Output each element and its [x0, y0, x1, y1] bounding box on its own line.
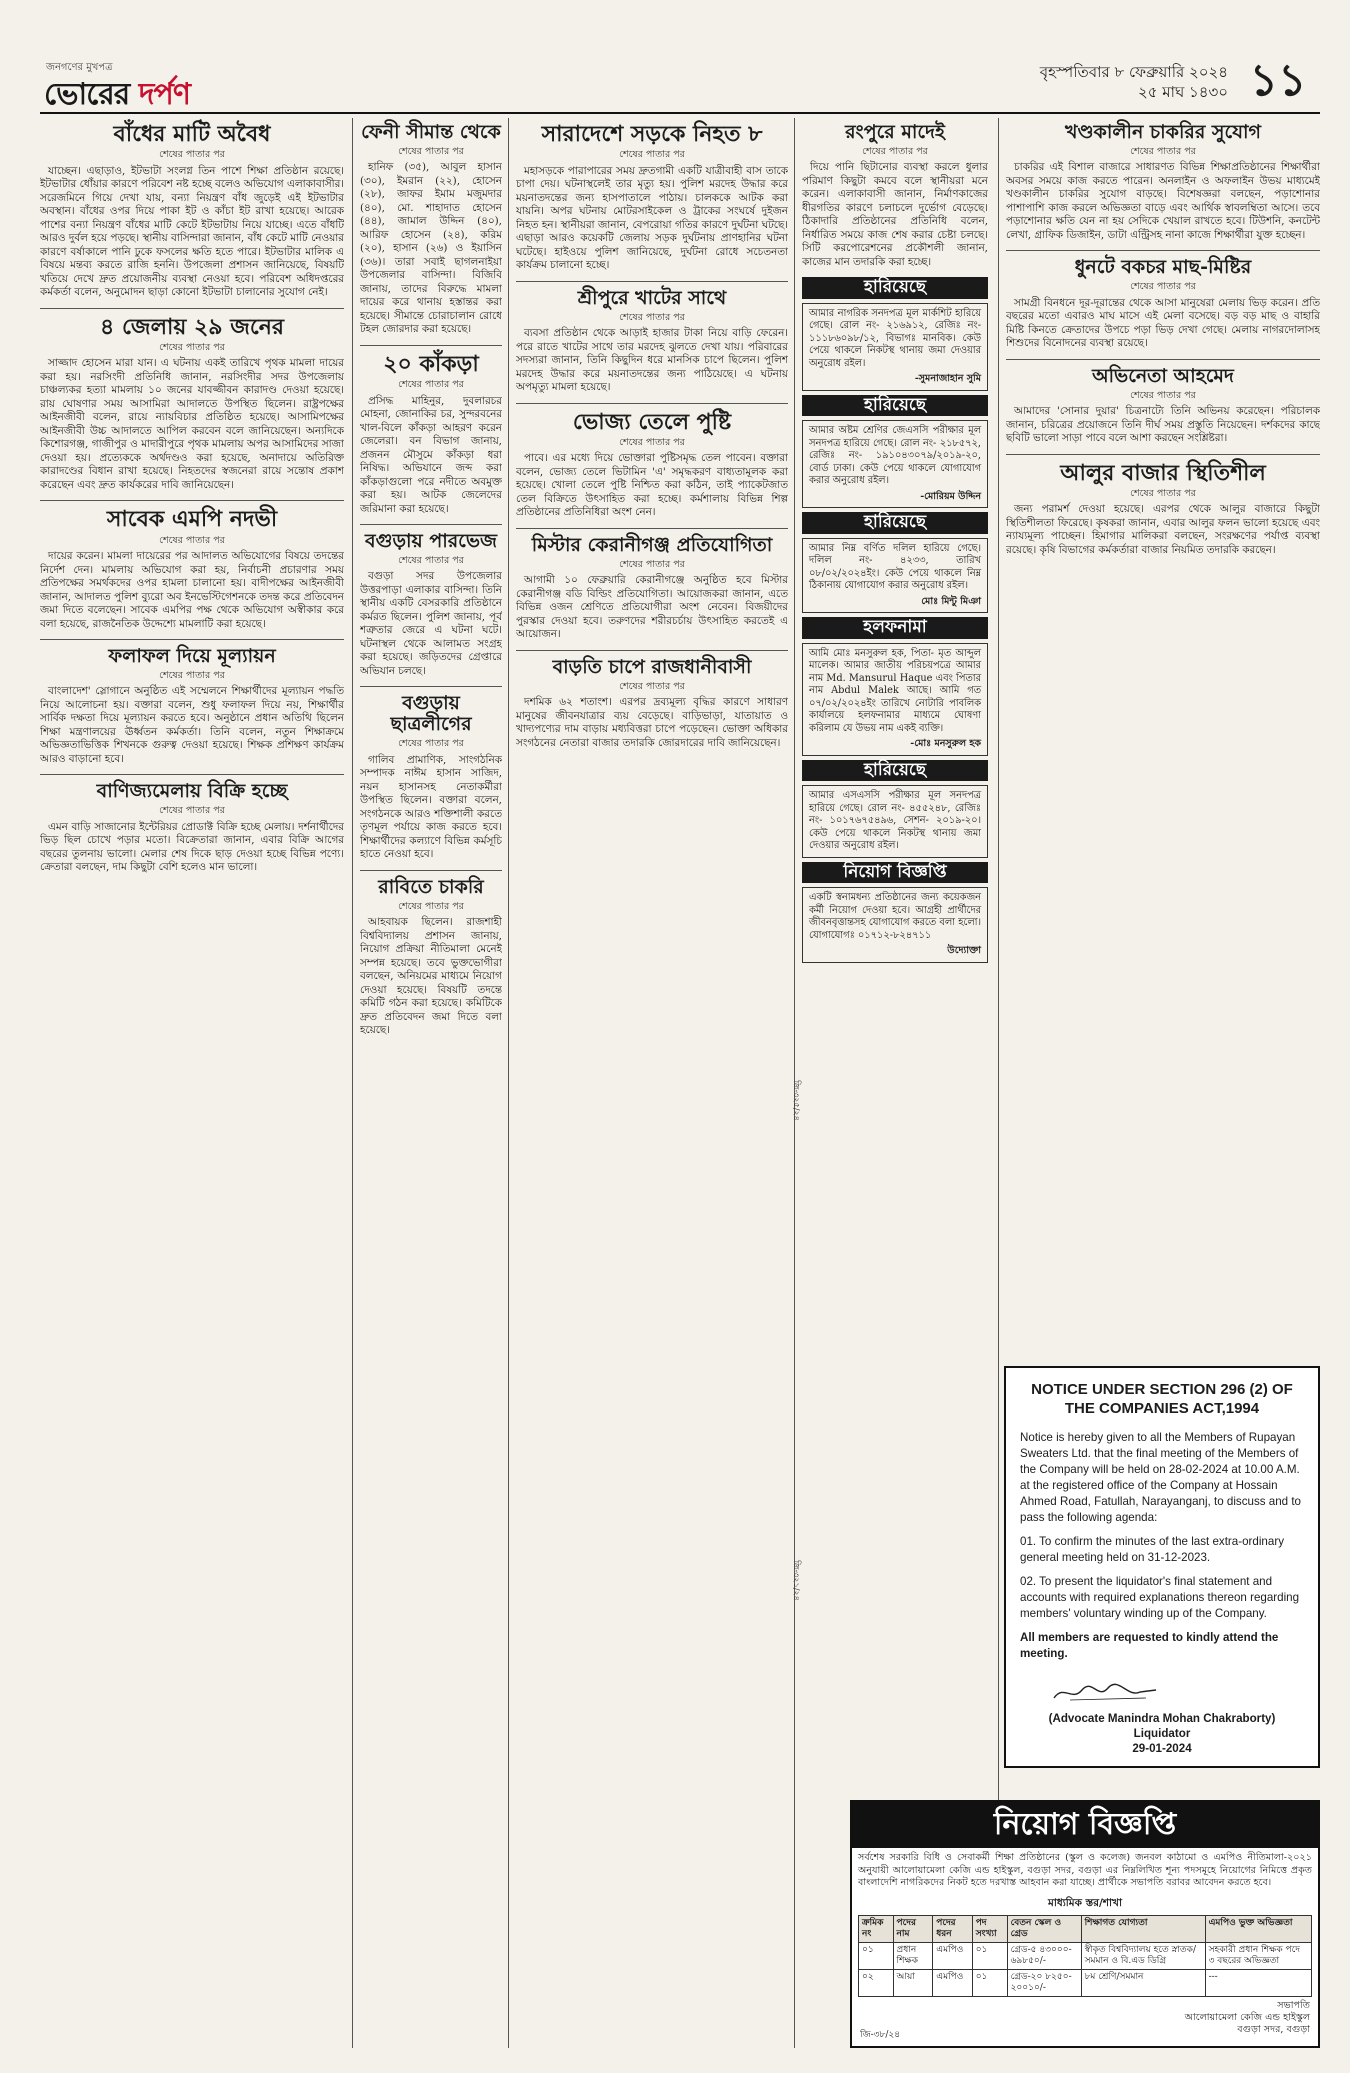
column-header: পদের ধরন — [933, 1915, 972, 1942]
job-ad-intro: সর্বশেষ সরকারি বিধি ও সেবাকর্মী শিক্ষা প্রতিষ্ঠানের (স্কুল ও কলেজ) জনবল কাঠামো ও এমপিও নীতিমালা-২০২১ অনুযায়ী আলোয়ামেলা কেজি এন্ড হাইস্কুল, বগুড়া সদর, বগুড়া এর নিম্নলিখিত শূন্য পদসমূহে নিয়োগের নিমিত্তে প্রকৃত বাংলাদেশি নাগরিকদের নিকট হতে দরখাস্ত আহবান করা যাচ্ছে। প্রার্থীকে সভাপতি বরাবর আবেদন করতে হবে। — [858, 1852, 1312, 1888]
kicker: শেষের পাতার পর — [1130, 145, 1196, 157]
classified-sign: উদ্যোক্তা — [947, 945, 981, 957]
story-body: আমাদের 'সোনার দুয়ার' চিত্রনাট্যে তিনি অভিনয় করেছেন। পরিচালক জানান, চরিত্রের প্রয়োজনে তিনি দীর্ঘ সময় প্রস্তুতি নিয়েছেন। দর্শকদের কাছে ছবিটি ভালো সাড়া পাবে বলে আশা করছেন সংশ্লিষ্টরা। — [1006, 405, 1320, 445]
kicker: শেষের পাতার পর — [398, 900, 464, 912]
story-divider — [1006, 454, 1320, 455]
classified-body: আমি মোঃ মনসুরুল হক, পিতা- মৃত আব্দুল মালেক। আমার জাতীয় পরিচয়পত্রে আমার নাম Md. Mansurul Haque এবং পিতার নাম Abdul Malek আছে। আমি গত ০৭/০২/২০২৪ইং তারিখে নোটারি পাবলিক কার্যালয়ে হলফনামার মাধ্যমে ঘোষণা করিলাম যে উভয় নাম একই ব্যক্তি। — [809, 647, 981, 734]
table-cell: গ্রেড-২০ ৮২৫০- ২০০১০/- — [1007, 1969, 1081, 1996]
table-cell: সহকারী প্রধান শিক্ষক পদে ৩ বছরের অভিজ্ঞতা — [1205, 1942, 1311, 1969]
table-cell: ০১ — [972, 1969, 1007, 1996]
story-body: পাবে। এর মধ্যে দিয়ে ভোক্তারা পুষ্টিসমৃদ্ধ তেল পাবেন। বক্তারা বলেন, ভোজ্য তেলে ভিটামিন 'এ' সমৃদ্ধকরণ বাধ্যতামূলক করা হয়েছে। খোলা তেলে পুষ্টি নিশ্চিত করা কঠিন, তাই প্যাকেটজাত তেল বিক্রিতে উৎসাহিত করা হচ্ছে। কর্মশালায় বিভিন্ন শিল্প প্রতিষ্ঠানের প্রতিনিধিরা অংশ নেন। — [516, 452, 788, 519]
headline: ভোজ্য তেলে পুষ্টি — [572, 408, 732, 435]
story-sarak-nihoto — [516, 122, 788, 273]
headline: বাণিজ্যমেলায় বিক্রি হচ্ছে — [96, 780, 288, 803]
logo-text-dark: ভোরের — [44, 77, 139, 112]
story-divider — [40, 774, 344, 775]
story-body: এমন বাড়ি সাজানোর ইন্টেরিয়র প্রোডাক্ট বিক্রি হচ্ছে মেলায়। দর্শনার্থীদের ভিড় ছিল চোখে পড়ার মতো। বিক্রেতারা জানান, এবার বিক্রি আগের বছরের তুলনায় ভালো। মেলার শেষ দিকে ছাড় দেওয়া হচ্ছে বিভিন্ন পণ্যে। ক্রেতারা বলছেন, দাম কিছুটা বেশি হলেও মান ভালো। — [40, 820, 344, 874]
headline: শ্রীপুরে খাটের সাথে — [577, 286, 727, 309]
kicker: শেষের পাতার পর — [619, 149, 685, 161]
job-ad-signatory — [852, 1997, 1318, 2036]
table-cell: প্রধান শিক্ষক — [893, 1942, 933, 1969]
column-4 — [802, 118, 988, 1790]
story-body: বগুড়া সদর উপজেলার উত্তরপাড়া এলাকার বাসিন্দা। তিনি স্থানীয় একটি বেসরকারি প্রতিষ্ঠানে কর্মরত ছিলেন। পুলিশ জানায়, পূর্ব শত্রুতার জেরে এ ঘটনা ঘটে। ঘটনাস্থল থেকে আলামত সংগ্রহ করা হয়েছে। জড়িতদের গ্রেপ্তারে অভিযান চলছে। — [360, 570, 502, 677]
story-folafol — [40, 646, 344, 766]
story-body: মহাসড়কে পারাপারের সময় দ্রুতগামী একটি যাত্রীবাহী বাস তাকে চাপা দেয়। ঘটনাস্থলেই তার মৃত্যু হয়। পুলিশ মরদেহ উদ্ধার করে ময়নাতদন্তের জন্য হাসপাতালে পাঠায়। চালককে আটক করা যায়নি। অপর ঘটনায় মোটরসাইকেল ও ট্রাকের সংঘর্ষে দুইজন নিহত হন। স্থানীয়রা জানান, বেপরোয়া গতির কারণে দুর্ঘটনা ঘটছে। এছাড়া আরও কয়েকটি জেলায় সড়ক দুর্ঘটনায় প্রাণহানির ঘটনা ঘটেছে। হাইওয়ে পুলিশ জানিয়েছে, দুর্ঘটনা রোধে সচেতনতা কার্যক্রম চালানো হচ্ছে। — [516, 164, 788, 272]
notice-title: NOTICE UNDER SECTION 296 (2) OF THE COMPANIES ACT,1994 — [1031, 1381, 1293, 1417]
story-divider — [516, 281, 788, 282]
story-mister-keraniganj — [516, 535, 788, 642]
story-divider — [360, 524, 502, 525]
story-bogura-chhatraleague — [360, 693, 502, 861]
kicker: শেষের পাতার পর — [159, 805, 225, 817]
story-divider — [1006, 250, 1320, 251]
story-divider — [516, 403, 788, 404]
story-barti-chap — [516, 657, 788, 750]
signatory-role: সভাপতি — [1277, 1999, 1310, 2011]
kicker: শেষের পাতার পর — [619, 436, 685, 448]
column-header: শিক্ষাগত যোগ্যতা — [1081, 1915, 1205, 1942]
column-header: এমপিও ভুক্ত অভিজ্ঞতা — [1205, 1915, 1311, 1942]
table-cell: গ্রেড-৫ ৪৩০০০- ৬৯৮৫০/- — [1007, 1942, 1081, 1969]
kicker: শেষের পাতার পর — [159, 534, 225, 546]
story-body: ব্যবসা প্রতিষ্ঠান থেকে আড়াই হাজার টাকা নিয়ে বাড়ি ফেরেন। পরে রাতে খাটের সাথে তার মরদেহ ঝুলতে দেখা যায়। পরিবারের সদস্যরা জানান, তিনি কিছুদিন ধরে মানসিক চাপে ছিলেন। পুলিশ মরদেহ উদ্ধার করে ময়নাতদন্তের জন্য পাঠিয়েছে। এ ঘটনায় অপমৃত্যু মামলা হয়েছে। — [516, 327, 788, 394]
column-3 — [516, 118, 788, 2048]
classified-sign: -মোরিয়ম উদ্দিন — [920, 490, 981, 502]
story-rabi-chakri — [360, 877, 502, 1038]
headline: ২০ কাঁকড়া — [383, 350, 479, 377]
headline: খণ্ডকালীন চাকরির সুযোগ — [1064, 121, 1262, 143]
story-divider — [360, 686, 502, 687]
classified-title: হারিয়েছে — [802, 277, 988, 299]
story-body: সামগ্রী বিনধনে দূর-দূরান্তের থেকে আসা মানুষেরা মেলায় ভিড় করেন। প্রতি বছরের মতো এবারও মাঘ মাসে এই মেলা বসেছে। বড় বড় মাছ ও বাহারি মিষ্টি কিনতে ক্রেতাদের উপচে পড়া ভিড় দেখা গেছে। মেলায় নাগরদোলাসহ শিশুদের বিনোদনের ব্যবস্থা রয়েছে। — [1006, 296, 1320, 350]
column-header: বেতন স্কেল ও গ্রেড — [1007, 1915, 1081, 1942]
column-5 — [1006, 118, 1320, 1358]
notice-signer: (Advocate Manindra Mohan Chakraborty) — [1048, 1712, 1276, 1725]
table-cell: ৮ম শ্রেণি/সমমান — [1081, 1969, 1205, 1996]
column-divider — [508, 118, 509, 2048]
table-cell: ০১ — [972, 1942, 1007, 1969]
masthead-rule — [40, 112, 1320, 114]
story-divider — [40, 639, 344, 640]
headline: সারাদেশে সড়কে নিহত ৮ — [541, 121, 763, 147]
column-2 — [360, 118, 502, 2048]
story-body: দায়ের করেন। মামলা দায়েরের পর আদালত অভিযোগের বিষয়ে তদন্তের নির্দেশ দেন। মামলায় অভিযোগ করা হয়, নির্বাচনী প্রচারণার সময় প্রতিপক্ষের সমর্থকদের ওপর হামলা চালানো হয়। বাদীপক্ষের আইনজীবী জানান, আদালত পুলিশ ব্যুরো অব ইনভেস্টিগেশনকে তদন্ত করে প্রতিবেদন জমা দিতে বলেছেন। সাবেক এমপির পক্ষ থেকে অভিযোগ অস্বীকার করে বলা হয়েছে, রাজনৈতিক উদ্দেশ্যে মামলাটি করা হয়েছে। — [40, 550, 344, 630]
notice-signer-role: Liquidator — [1133, 1727, 1191, 1740]
story-dhunot — [1006, 257, 1320, 350]
notice-agenda-1: 01. To confirm the minutes of the last extra-ordinary general meeting held on 31-12-2023. — [1020, 1535, 1284, 1564]
classified-title: হারিয়েছে — [802, 760, 988, 782]
logo-text-red: দর্পণ — [138, 77, 190, 112]
story-divider — [360, 345, 502, 346]
story-divider — [40, 308, 344, 309]
classified-affidavit — [802, 643, 988, 756]
classified-sign: মোঃ মিন্টু মিঞা — [921, 595, 981, 607]
kicker: শেষের পাতার পর — [619, 558, 685, 570]
classified-body: আমার নাগরিক সনদপত্র মূল মার্কশিট হারিয়ে গেছে। রোল নং- ২১৬৯১২, রেজিঃ নং- ১১১৮৬০৯৮/১২, বিভাগঃ মানবিক। কেউ পেয়ে থাকলে নিকটস্থ থানায় জমা দেওয়ার অনুরোধ রইল। — [809, 307, 981, 369]
job-advertisement — [850, 1800, 1320, 2048]
headline: আলুর বাজার স্থিতিশীল — [1060, 459, 1266, 486]
classified-lost — [802, 785, 988, 858]
kicker: শেষের পাতার পর — [398, 554, 464, 566]
classified-title: হলফনামা — [802, 617, 988, 639]
story-body: চাকরির এই বিশাল বাজারে সাধারণত বিভিন্ন শিক্ষাপ্রতিষ্ঠানের শিক্ষার্থীরা অবসর সময়ে কাজ করতে পারেন। অনলাইন ও অফলাইন উভয় মাধ্যমেই খণ্ডকালীন চাকরির সুযোগ বাড়ছে। বিশেষজ্ঞরা বলছেন, পড়াশোনার পাশাপাশি কাজ করলে অভিজ্ঞতা বাড়ে এবং আর্থিক স্বাবলম্বিতা আসে। তবে পড়াশোনার ক্ষতি যেন না হয় সেদিকে খেয়াল রাখতে হবে। টিউশনি, কনটেন্ট লেখা, গ্রাফিক ডিজাইন, ডাটা এন্ট্রিসহ নানা কাজে শিক্ষার্থীরা যুক্ত হচ্ছেন। — [1006, 161, 1320, 241]
story-body: প্রসিদ্ধ মাহিনুর, দুবলারচর মোহনা, জোনাকির চর, সুন্দরবনের খাল-বিলে কাঁকড়া আহরণ করেন জেলেরা। বন বিভাগ জানায়, প্রজনন মৌসুমে কাঁকড়া ধরা নিষিদ্ধ। অভিযানে জব্দ করা কাঁকড়াগুলো পরে নদীতে অবমুক্ত করা হয়। আটক জেলেদের জরিমানা করা হয়েছে। — [360, 394, 502, 515]
story-banijjomela — [40, 781, 344, 874]
table-cell: এমপিও — [933, 1969, 972, 1996]
story-body: সাজ্জাদ হোসেন মারা যান। এ ঘটনায় একই তারিখে পৃথক মামলা দায়ের করা হয়। নরসিংদী প্রতিনিধি জানান, নরসিংদীর সদর উপজেলায় চাঞ্চল্যকর হত্যা মামলায় ১০ জনের যাবজ্জীবন কারাদণ্ড দেওয়া হয়েছে। রায় ঘোষণার সময় আসামিরা আদালতে উপস্থিত ছিলেন। রাষ্ট্রপক্ষের আইনজীবী বলেন, রায়ে ন্যায়বিচার প্রতিষ্ঠিত হয়েছে। আসামিপক্ষের আইনজীবী উচ্চ আদালতে আপিল করবেন বলে জানিয়েছেন। অন্যদিকে কিশোরগঞ্জ, গাজীপুর ও মাদারীপুরে পৃথক মামলায় অপর আসামিদের সাজা দেওয়া হয়। প্রত্যেককে অর্থদণ্ডও করা হয়েছে, অনাদায়ে অতিরিক্ত কারাদণ্ডের বিধান রাখা হয়েছে। নিহতদের স্বজনেরা রায়ে সন্তোষ প্রকাশ করেছেন এবং দ্রুত কার্যকরের দাবি জানিয়েছেন। — [40, 357, 344, 491]
job-table-header — [859, 1915, 1312, 1942]
story-body: আহবায়ক ছিলেন। রাজশাহী বিশ্ববিদ্যালয় প্রশাসন জানায়, নিয়োগ প্রক্রিয়া নীতিমালা মেনেই সম্পন্ন হয়েছে। তবে ভুক্তভোগীরা বলছেন, অনিয়মের মাধ্যমে নিয়োগ দেওয়া হয়েছে। বিষয়টি তদন্তে কমিটি গঠন করা হয়েছে। কমিটিকে দ্রুত প্রতিবেদন জমা দিতে বলা হয়েছে। — [360, 916, 502, 1037]
column-1 — [40, 118, 344, 2048]
issue-date-gregorian: বৃহস্পতিবার ৮ ফেব্রুয়ারি ২০২৪ — [1039, 63, 1228, 81]
kicker: শেষের পাতার পর — [1130, 281, 1196, 293]
job-table — [858, 1915, 1312, 1997]
headline: ৪ জেলায় ২৯ জনের — [100, 313, 284, 340]
classified-title: হারিয়েছে — [802, 512, 988, 534]
job-ad-title: নিয়োগ বিজ্ঞপ্তি — [852, 1802, 1318, 1848]
classified-sign: -সুমনাজাহান সুমি — [914, 373, 981, 385]
headline: ফেনী সীমান্ত থেকে — [361, 121, 501, 143]
table-cell: --- — [1205, 1969, 1311, 1996]
classified-lost — [802, 538, 988, 614]
notice-agenda-2: 02. To present the liquidator's final statement and accounts with required explanations thereon regarding members' voluntary winding up of the Company. — [1020, 1575, 1300, 1620]
table-cell: ০১ — [859, 1942, 894, 1969]
table-row — [859, 1942, 1312, 1969]
issue-date — [1040, 62, 1228, 102]
classified-body: একটি স্বনামধন্য প্রতিষ্ঠানের জন্য কয়েকজন কর্মী নিয়োগ দেওয়া হবে। আগ্রহী প্রার্থীদের জীবনবৃত্তান্তসহ যোগাযোগ করতে বলা হলো। যোগাযোগঃ ০১৭১২-৮২৪৭১১ — [809, 892, 981, 941]
classified-lost — [802, 303, 988, 391]
story-body: জন্য পরামর্শ দেওয়া হয়েছে। এরপর থেকে আলুর বাজারে কিছুটা স্থিতিশীলতা ফিরেছে। কৃষকরা জানান, এবার আলুর ফলন ভালো হয়েছে এবং ন্যায্যমূল্য পাচ্ছেন। হিমাগার মালিকরা বলছেন, সংরক্ষণের পর্যাপ্ত ব্যবস্থা রয়েছে। কৃষি বিভাগের কর্মকর্তারা বাজার নিয়মিত তদারকি করছেন। — [1006, 503, 1320, 556]
headline: ফলাফল দিয়ে মূল্যায়ন — [108, 645, 276, 668]
story-divider — [516, 650, 788, 651]
story-sreepur — [516, 288, 788, 395]
classified-sign: -মোঃ মনসুরুল হক — [910, 738, 981, 750]
job-ad-subhead: মাধ্যমিক স্তর/শাখা — [1048, 1896, 1122, 1909]
story-abhineta — [1006, 366, 1320, 446]
story-alur-bazar — [1006, 461, 1320, 558]
story-divider — [360, 870, 502, 871]
kicker: শেষের পাতার পর — [159, 341, 225, 353]
story-body: গালিব প্রামাণিক, সাংগঠনিক সম্পাদক নাঈম হাসান সাজিদ, নয়ন হাসানসহ নেতাকর্মীরা উপস্থিত ছিলেন। বক্তারা বলেন, সংগঠনকে আরও শক্তিশালী করতে তৃণমূল পর্যায়ে কাজ করতে হবে। শিক্ষার্থীদের কল্যাণে বিভিন্ন কর্মসূচি হাতে নেওয়া হবে। — [360, 753, 502, 861]
headline: রাবিতে চাকরি — [378, 875, 484, 898]
headline: অভিনেতা আহমেদ — [1092, 364, 1234, 387]
headline: বগুড়ায় পারভেজ — [365, 530, 497, 553]
story-badher-mati — [40, 122, 344, 300]
kicker: শেষের পাতার পর — [619, 680, 685, 692]
classified-lost — [802, 420, 988, 508]
logo-tagline: জনগণের মুখপত্র — [46, 62, 113, 73]
story-divider — [40, 500, 344, 501]
notice-date: 29-01-2024 — [1132, 1742, 1192, 1755]
headline: বগুড়ায় ছাত্রলীগের — [390, 692, 472, 736]
kicker: শেষের পাতার পর — [862, 145, 928, 157]
kicker: শেষের পাতার পর — [398, 145, 464, 157]
story-bogura-parvez — [360, 531, 502, 678]
kicker: শেষের পাতার পর — [398, 379, 464, 391]
kicker: শেষের পাতার পর — [159, 149, 225, 161]
column-header: পদ সংখ্যা — [972, 1915, 1007, 1942]
classified-title: হারিয়েছে — [802, 395, 988, 417]
story-sabek-mp — [40, 507, 344, 631]
story-body: দশমিক ৬২ শতাংশ। এরপর দ্রব্যমূল্য বৃদ্ধির কারণে সাধারণ মানুষের জীবনযাত্রার ব্যয় বেড়েছে। বাড়িভাড়া, যাতায়াত ও খাদ্যপণ্যের দাম বাড়ায় মধ্যবিত্তরা চাপে পড়েছেন। ভোক্তা অধিকার সংগঠনের নেতারা বাজার তদারকি জোরদারের দাবি জানিয়েছেন। — [516, 696, 788, 749]
kicker: শেষের পাতার পর — [619, 311, 685, 323]
headline: সাবেক এমপি নদভী — [106, 506, 278, 533]
classified-body: আমার নিম্ন বর্ণিত দলিল হারিয়ে গেছে। দলিল নং- ৪২৩৩, তারিখ ০৮/০২/২০২৪ইং। কেউ পেয়ে থাকলে নিম্ন ঠিকানায় যোগাযোগ করার অনুরোধ রইল। — [809, 542, 981, 592]
kicker: শেষের পাতার পর — [398, 738, 464, 750]
story-body: আগামী ১০ ফেব্রুয়ারি কেরানীগঞ্জে অনুষ্ঠিত হবে মিস্টার কেরানীগঞ্জ বডি বিল্ডিং প্রতিযোগিতা। আয়োজকরা জানান, এতে বিভিন্ন ওজন শ্রেণিতে প্রতিযোগীরা অংশ নেবেন। বিজয়ীদের পুরস্কার দেওয়া হবে। তরুণদের শরীরচর্চায় উৎসাহিত করতেই এ আয়োজন। — [516, 574, 788, 641]
headline: মিস্টার কেরানীগঞ্জ প্রতিযোগিতা — [531, 533, 773, 556]
story-body: যাচ্ছেন। এছাড়াও, ইটভাটা সংলগ্ন তিন পাশে শিক্ষা প্রতিষ্ঠান রয়েছে। ইটভাটার ধোঁয়ার কারণে পরিবেশ নষ্ট হচ্ছে বলেও অভিযোগ এলাকাবাসীর। সরেজমিনে গিয়ে দেখা যায়, বন্যা নিয়ন্ত্রণ বাঁধ জুড়েই এই ইটভাটার অবস্থান। বাঁধের ওপর দিয়ে পাকা ইট ও কাঁচা ইট রাখা হয়েছে। আরেক পাশের বন্যা নিয়ন্ত্রণ বাঁধের মাটি কেটে ইটভাটায় নিয়ে যাচ্ছে। এতে বাঁধটি আরও দুর্বল হয়ে পড়ছে। স্থানীয় বাসিন্দারা জানান, বাঁধ কেটে মাটি নেওয়ার কারণে বর্ষাকালে পানি ঢুকে ফসলের ক্ষতি হতে পারে। ইটভাটার মালিক এ বিষয়ে মন্তব্য করতে রাজি হননি। উপজেলা প্রশাসন জানিয়েছে, বিষয়টি খতিয়ে দেখে দ্রুত প্রয়োজনীয় ব্যবস্থা নেওয়া হবে। পরিবেশ অধিদপ্তরের কর্মকর্তা বলেন, অনুমোদন ছাড়া কোনো ইটভাটা চালানোর সুযোগ নেই। — [40, 164, 344, 299]
signatory-place: বগুড়া সদর, বগুড়া — [1237, 2023, 1310, 2035]
classified-body: আমার অষ্টম শ্রেণির জেএসসি পরীক্ষার মূল সনদপত্র হারিয়ে গেছে। রোল নং- ২১৮৫৭২, রেজিঃ নং- ১৯১০৪৩০৭৯/২০১৯-২০, বোর্ড ঢাকা। কেউ পেয়ে থাকলে যোগাযোগ করার অনুরোধ রইল। — [809, 425, 981, 487]
column-divider — [352, 118, 353, 2048]
classified-body: আমার এসএসসি পরীক্ষার মূল সনদপত্র হারিয়ে গেছে। রোল নং- ৪৫৫২৪৮, রেজিঃ নং- ১০১৭৬৭৫৪৯৬, সেশন- ২০১৯-২০। কেউ পেয়ে থাকলে নিকটস্থ থানায় জমা দেওয়ার অনুরোধ রইল। — [809, 790, 981, 852]
headline: বাঁধের মাটি অবৈধ — [113, 121, 271, 147]
story-body: হানিফ (৩৫), আবুল হাসান (৩০), ইমরান (২২), হোসেন (২৮), জাফর ইমাম মজুমদার (৪০), মো. শাহাদাত হোসেন (৪৪), জামাল উদ্দিন (৪০), আরিফ হোসেন (২৪), করিম (২০), হাসান (২৬) ও ইয়াসিন (৩৬)। তারা সবাই ছাগলনাইয়া উপজেলার বাসিন্দা। বিজিবি জানায়, তাদের বিরুদ্ধে মামলা দায়ের করে থানায় হস্তান্তর করা হয়েছে। সীমান্তে চোরাচালান রোধে টহল জোরদার করা হয়েছে। — [360, 161, 502, 336]
kicker: শেষের পাতার পর — [1130, 487, 1196, 499]
table-cell: আয়া — [893, 1969, 933, 1996]
issue-date-bangla: ২৫ মাঘ ১৪৩০ — [1138, 83, 1228, 101]
table-cell: ০২ — [859, 1969, 894, 1996]
headline: রংপুরে মাদেই — [845, 121, 945, 143]
story-divider — [516, 528, 788, 529]
masthead — [40, 55, 1320, 112]
story-4-jelay — [40, 315, 344, 493]
headline: ধুনটে বকচর মাছ-মিষ্টির — [1074, 256, 1252, 279]
table-cell: স্বীকৃত বিশ্ববিদ্যালয় হতে স্নাতক/সমমান ও বি.এড ডিগ্রি — [1081, 1942, 1205, 1969]
classified-title: নিয়োগ বিজ্ঞপ্তি — [802, 862, 988, 884]
signatory-school: আলোয়ামেলা কেজি এন্ড হাইস্কুল — [1184, 2011, 1310, 2023]
table-row — [859, 1969, 1312, 1996]
column-divider — [998, 118, 999, 2048]
story-body: বাংলাদেশ' স্লোগানে অনুষ্ঠিত এই সম্মেলনে শিক্ষার্থীদের মূল্যায়ন পদ্ধতি নিয়ে আলোচনা হয়। বক্তারা বলেন, শুধু ফলাফল দিয়ে নয়, শিক্ষার্থীর সার্বিক দক্ষতা দিয়ে মূল্যায়ন করতে হবে। অনুষ্ঠানে প্রধান অতিথি ছিলেন শিক্ষা মন্ত্রণালয়ের ঊর্ধ্বতন কর্মকর্তা। তিনি বলেন, নতুন শিক্ষাক্রমে অভিজ্ঞতাভিত্তিক শিখনকে গুরুত্ব দেওয়া হয়েছে। শিক্ষক প্রশিক্ষণ কার্যক্রম আরও বাড়ানো হবে। — [40, 685, 344, 765]
story-bhojjo-tel — [516, 410, 788, 520]
ad-code: জি-৩২৫/২৪ — [792, 1080, 801, 1121]
legal-notice — [1004, 1366, 1320, 1768]
notice-paragraph: Notice is hereby given to all the Members of Rupayan Sweaters Ltd. that the final meeting of the Members of the Company will be held on 28-02-2024 at 10.00 A.M. at the registered office of the Company at Hossain Ahmed Road, Fatullah, Narayanganj, to discuss and to pass the following agenda: — [1020, 1431, 1301, 1524]
ad-code: জি-৩২১/২৪ — [792, 1560, 801, 1601]
story-divider — [1006, 359, 1320, 360]
table-cell: এমপিও — [933, 1942, 972, 1969]
kicker: শেষের পাতার পর — [159, 669, 225, 681]
story-body: দিয়ে পানি ছিটানোর ব্যবস্থা করলে ধুলার পরিমাণ কিছুটা কমবে বলে স্থানীয়রা মনে করেন। এলাকাবাসী জানান, নির্মাণকাজের ধীরগতির কারণে চলাচলে দুর্ভোগ বেড়েছে। ঠিকাদারি প্রতিষ্ঠানের প্রতিনিধি বলেন, নির্ধারিত সময়ে কাজ শেষ করার চেষ্টা চলছে। সিটি করপোরেশনের প্রকৌশলী জানান, কাজের মান তদারকি করা হচ্ছে। — [802, 161, 988, 268]
ad-code: জি-৩৮/২৪ — [860, 2030, 901, 2040]
page-number: ১১ — [1249, 55, 1307, 106]
notice-closing: All members are requested to kindly attend the meeting. — [1020, 1631, 1279, 1660]
signature-image — [1050, 1678, 1160, 1706]
story-feni — [360, 122, 502, 337]
headline: বাড়তি চাপে রাজধানীবাসী — [552, 655, 752, 678]
column-header: ক্রমিক নং — [859, 1915, 894, 1942]
kicker: শেষের পাতার পর — [1130, 389, 1196, 401]
classified-job — [802, 887, 988, 963]
story-rangpur — [802, 122, 988, 269]
story-kakra — [360, 352, 502, 516]
column-header: পদের নাম — [893, 1915, 933, 1942]
story-khondokalin — [1006, 122, 1320, 242]
